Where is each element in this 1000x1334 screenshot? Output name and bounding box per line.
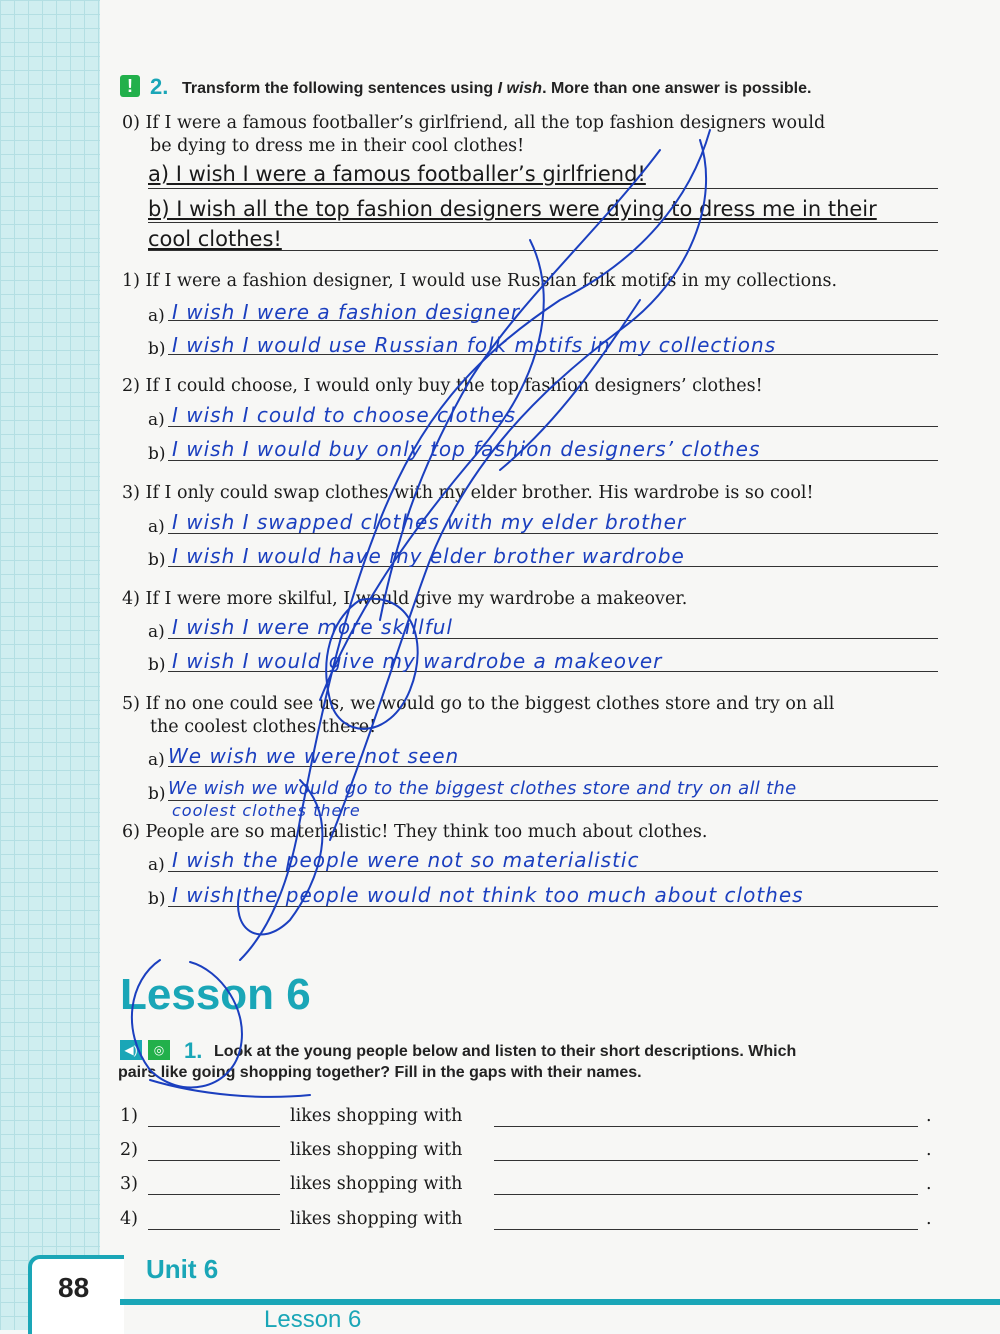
example-answer-b2: cool clothes! [148,227,282,251]
example-answer-a: a) I wish I were a famous footballer’s girlfriend! [148,162,646,186]
instruction-pre: Transform the following sentences using [182,80,498,97]
example-answer-b1: b) I wish all the top fashion designers were dying to dress me in their [148,197,877,221]
pair-row-1-period: . [926,1106,932,1126]
label-a: a) [148,306,165,326]
label-a: a) [148,410,165,430]
label-b: b) [148,889,166,909]
label-a: a) [148,855,165,875]
lesson-instruction-line2: pairs like going shopping together? Fill in the gaps with their names. [118,1064,642,1081]
pair-row-1-num: 1) [120,1106,138,1126]
item-5-sentence-line2: the coolest clothes there! [150,717,377,737]
lesson-exercise-number: 1. [184,1038,203,1063]
handwritten-answer-2b: I wish I would buy only top fashion designers’ clothes [172,437,761,461]
item-text: People are so materialistic! They think too much about clothes. [145,822,708,842]
handwritten-answer-6b: I wish the people would not think too much about clothes [172,883,804,907]
pair-row-4-period: . [926,1209,932,1229]
handwritten-answer-6a: I wish the people were not so materialistic [172,848,640,872]
item-text: If no one could see us, we would go to the biggest clothes store and try on all [145,694,835,714]
pair-row-1-text: likes shopping with [290,1106,463,1126]
handwritten-answer-3b: I wish I would have my elder brother wardrobe [172,544,685,568]
pair-row-4-num: 4) [120,1209,138,1229]
example-sentence-line2: be dying to dress me in their cool clothes! [150,136,525,156]
lesson-title: Lesson 6 [120,970,311,1019]
pair-row-3-num: 3) [120,1174,138,1194]
lesson-instruction-line1: Look at the young people below and listen to their short descriptions. Which [214,1043,797,1060]
label-a: a) [148,622,165,642]
audio-icon: ◀) [120,1040,142,1060]
handwritten-answer-5b-cont: coolest clothes there [172,801,361,820]
page-number: 88 [58,1272,90,1303]
handwritten-answer-4a: I wish I were more skillful [172,615,453,639]
item-text: If I only could swap clothes with my elder brother. His wardrobe is so cool! [145,483,814,503]
item-num: 6) [122,822,140,842]
item-text: If I were more skilful, I would give my wardrobe a makeover. [145,589,688,609]
pair-row-4-text: likes shopping with [290,1209,463,1229]
label-a: a) [148,517,165,537]
instruction-post: . More than one answer is possible. [542,80,812,97]
handwritten-answer-1a: I wish I were a fashion designer [172,300,521,324]
important-badge: ! [120,75,140,97]
label-b: b) [148,784,166,804]
handwritten-answer-2a: I wish I could to choose clothes [172,403,517,427]
item-text: If I could choose, I would only buy the top fashion designers’ clothes! [145,376,763,396]
item-num: 3) [122,483,140,503]
pair-row-2-text: likes shopping with [290,1140,463,1160]
label-b: b) [148,339,166,359]
item-num: 5) [122,694,140,714]
label-a: a) [148,750,165,770]
cd-icon: ◎ [148,1040,170,1060]
item-num: 2) [122,376,140,396]
item-num: 1) [122,271,140,291]
pair-row-2-num: 2) [120,1140,138,1160]
example-sentence-line1: 0) If I were a famous footballer’s girlfriend, all the top fashion designers would [122,113,826,133]
handwritten-answer-4b: I wish I would give my wardrobe a makeover [172,649,663,673]
footer-lesson-label: Lesson 6 [264,1306,362,1333]
handwritten-answer-5a: We wish we were not seen [168,744,460,768]
unit-label: Unit 6 [146,1254,219,1284]
label-b: b) [148,655,166,675]
label-b: b) [148,444,166,464]
item-text: If I were a fashion designer, I would use Russian folk motifs in my collections. [145,271,838,291]
handwritten-answer-5b: We wish we would go to the biggest clothes store and try on all the [168,778,797,799]
label-b: b) [148,550,166,570]
pair-row-3-text: likes shopping with [290,1174,463,1194]
instruction-em: I wish [497,80,543,97]
exercise-number: 2. [150,74,169,99]
handwritten-answer-3a: I wish I swapped clothes with my elder brother [172,510,687,534]
item-num: 4) [122,589,140,609]
handwritten-answer-1b: I wish I would use Russian folk motifs in my collections [172,333,777,357]
pair-row-3-period: . [926,1174,932,1194]
pair-row-2-period: . [926,1140,932,1160]
